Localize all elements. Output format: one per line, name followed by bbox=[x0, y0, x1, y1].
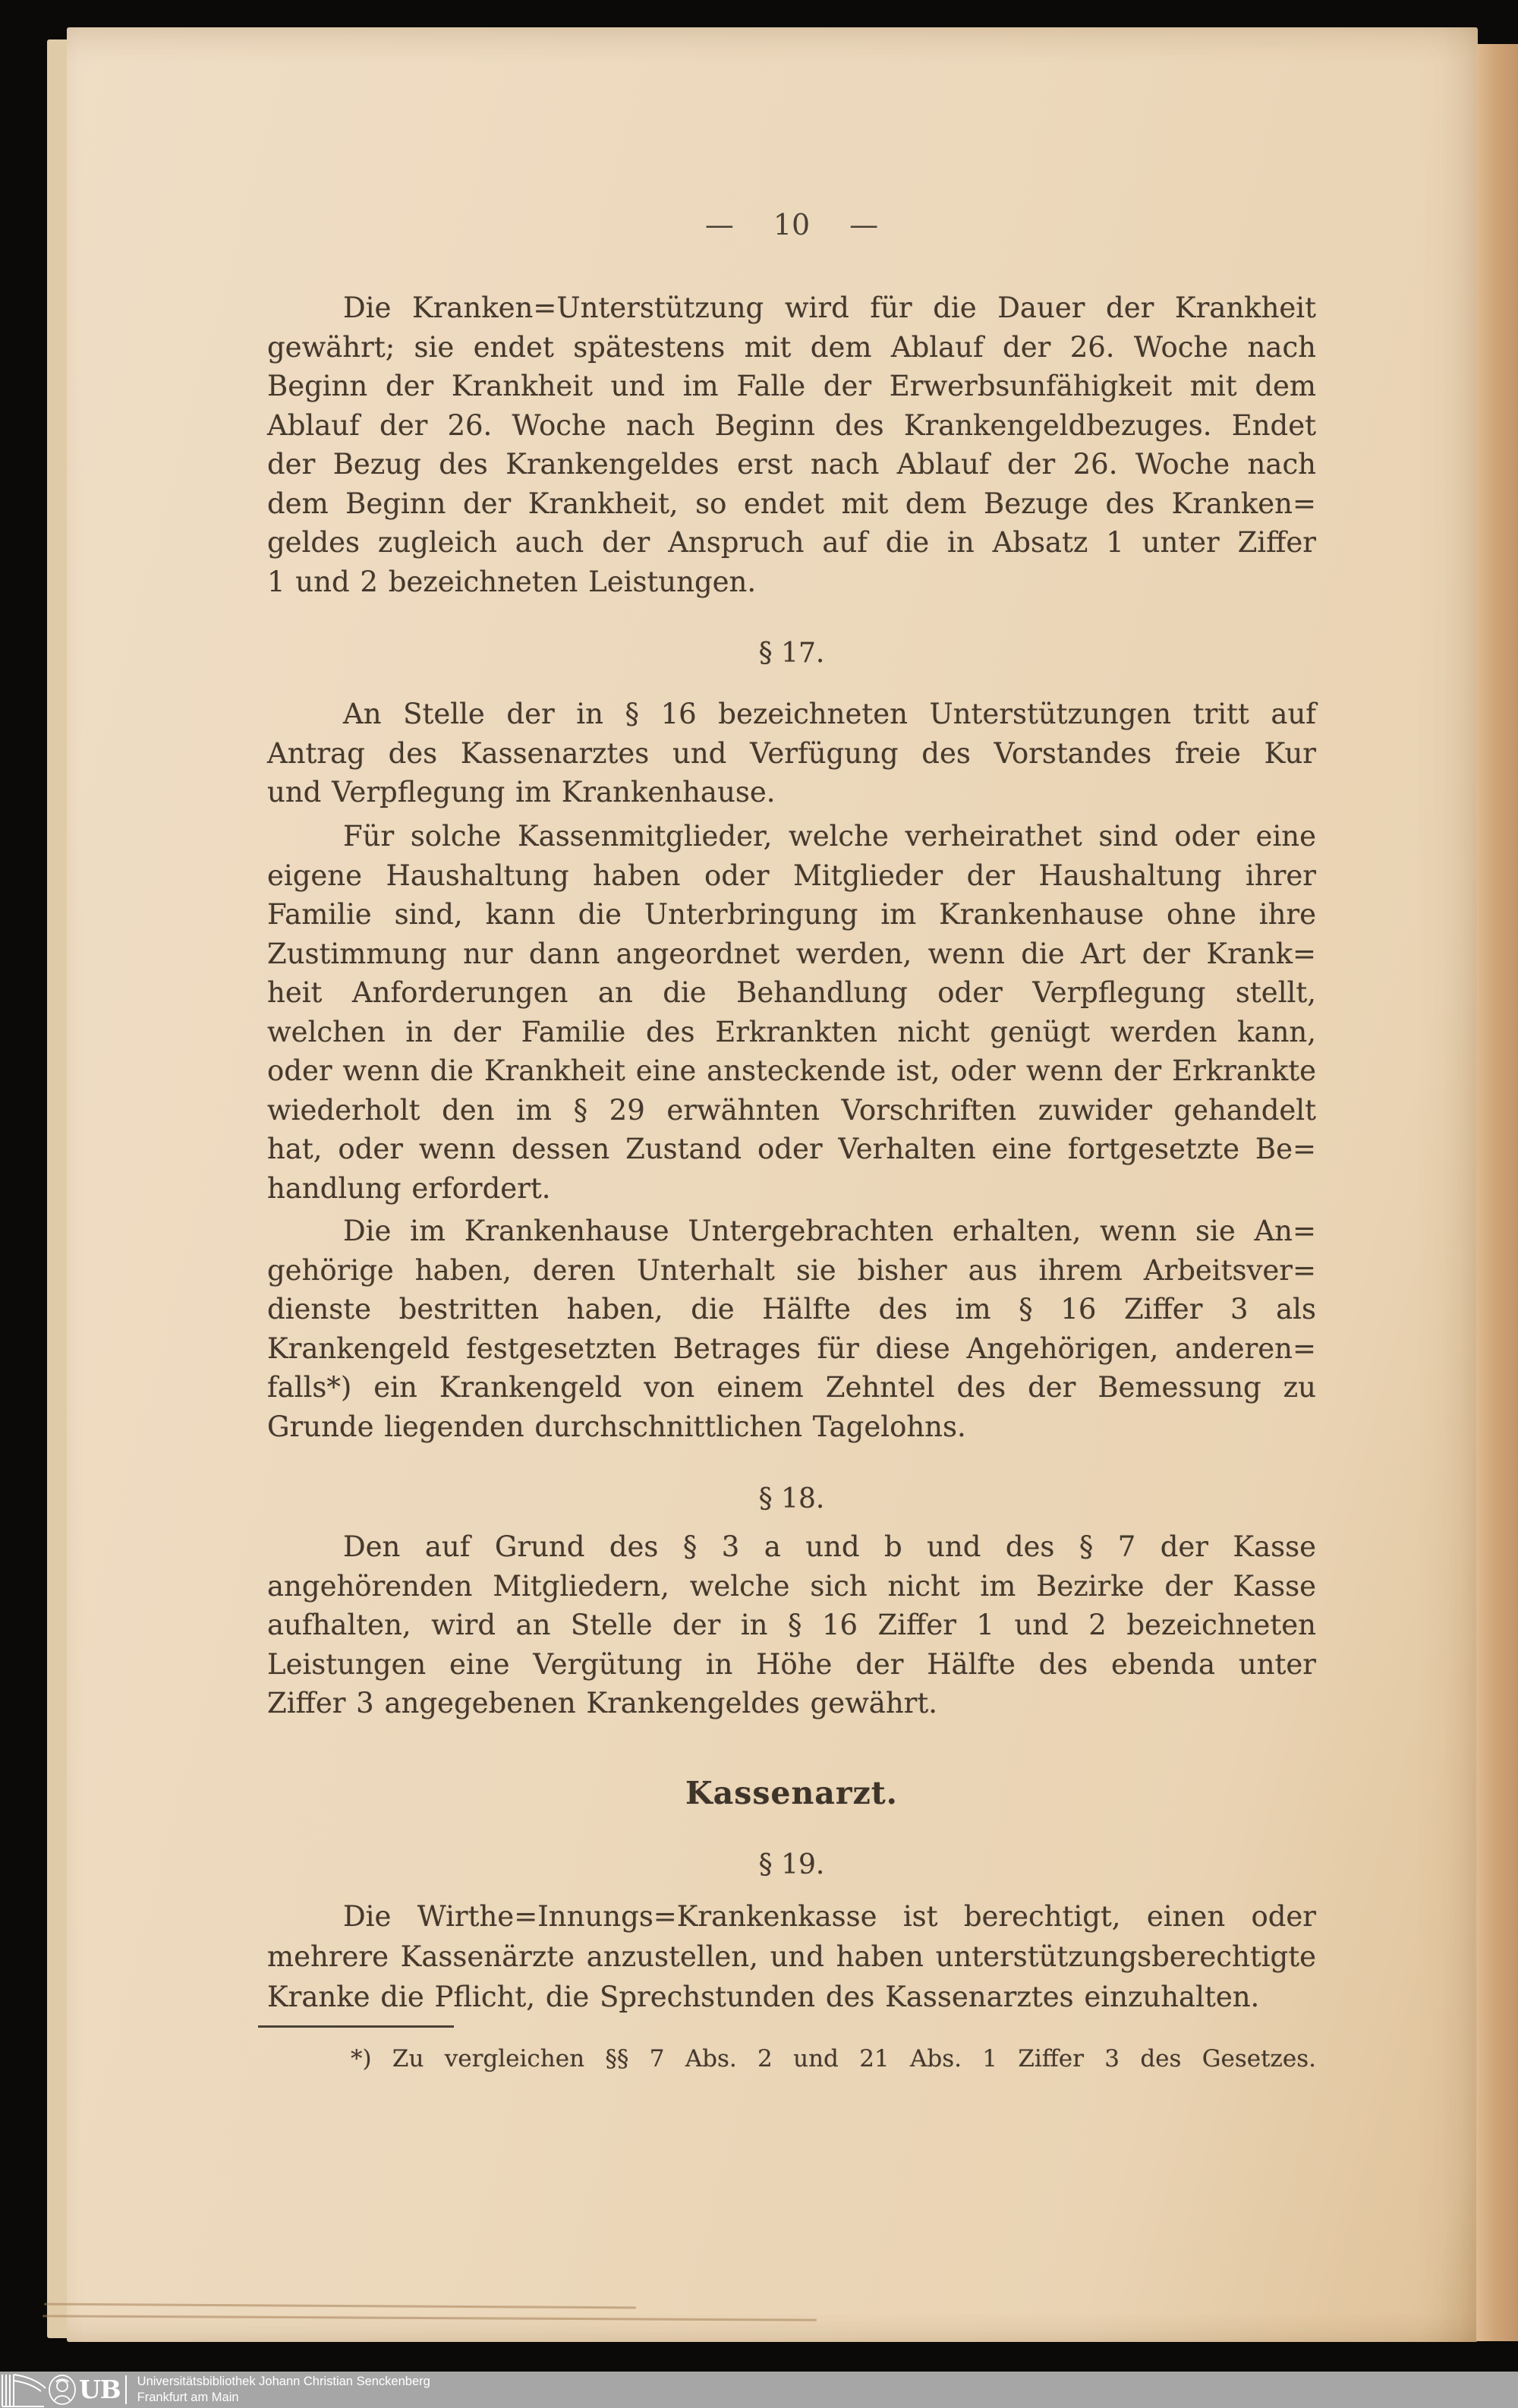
page-number-dash-right: — bbox=[849, 208, 879, 241]
text-line: angehörenden Mitgliedern, welche sich nicht im Bezirke der Kasse bbox=[267, 1569, 1316, 1603]
text-line: geldes zugleich auch der Anspruch auf die in Absatz 1 unter Ziffer bbox=[267, 526, 1316, 559]
text-line: Ablauf der 26. Woche nach Beginn des Krankengeldbezuges. Endet bbox=[267, 408, 1316, 442]
text-line: falls*) ein Krankengeld von einem Zehntel des der Bemessung zu bbox=[267, 1371, 1316, 1404]
text-line: Für solche Kassenmitglieder, welche verheirathet sind oder eine bbox=[343, 820, 1316, 853]
text-line: Beginn der Krankheit und im Falle der Erwerbsunfähigkeit mit dem bbox=[267, 370, 1316, 402]
book-fore-edge bbox=[1476, 44, 1518, 2341]
watermark-city: Frankfurt am Main bbox=[137, 2391, 239, 2404]
text-line: dem Beginn der Krankheit, so endet mit dem Bezuge des Kranken= bbox=[267, 487, 1316, 520]
page-number-value: 10 bbox=[773, 208, 811, 241]
ub-logo-text: UB bbox=[79, 2375, 121, 2404]
footnote-separator bbox=[258, 2025, 454, 2028]
text-line: Antrag des Kassenarztes und Verfügung des Vorstandes freie Kur bbox=[267, 736, 1316, 770]
paragraph-kranken-unterstuetzung bbox=[267, 288, 1316, 601]
text-line: wiederholt den im § 29 erwähnten Vorschriften zuwider gehandelt bbox=[267, 1093, 1316, 1127]
page-number-dash-left: — bbox=[704, 208, 734, 241]
ub-logo bbox=[0, 2372, 137, 2408]
paragraph-mitglieder-ausserhalb bbox=[267, 1527, 1316, 1723]
page-number bbox=[267, 206, 1316, 243]
text-line: oder wenn die Krankheit eine ansteckende ist, oder wenn der Erkrankte bbox=[267, 1054, 1316, 1087]
text-line: Die Wirthe=Innungs=Krankenkasse ist berechtigt, einen oder bbox=[343, 1900, 1316, 1933]
text-line: An Stelle der in § 16 bezeichneten Unterstützungen tritt auf bbox=[343, 698, 1316, 730]
text-line: gehörige haben, deren Unterhalt sie bisher aus ihrem Arbeitsver= bbox=[267, 1253, 1316, 1287]
text-line: Zustimmung nur dann angeordnet werden, wenn die Art der Krank= bbox=[267, 937, 1316, 970]
paragraph-krankenhaus-untergebrachte bbox=[267, 1212, 1316, 1446]
text-line: dienste bestritten haben, die Hälfte des im § 16 Ziffer 3 als bbox=[267, 1293, 1316, 1325]
text-line: Krankengeld festgesetzten Betrages für diese Angehörigen, anderen= bbox=[267, 1332, 1316, 1365]
section-heading-19: § 19. bbox=[758, 1849, 825, 1880]
paragraph-kassenmitglieder bbox=[267, 817, 1316, 1208]
text-line: 1 und 2 bezeichneten Leistungen. bbox=[267, 565, 757, 598]
chapter-heading-kassenarzt: Kassenarzt. bbox=[685, 1775, 898, 1811]
text-line: welchen in der Familie des Erkrankten nicht genügt werden kann, bbox=[267, 1015, 1316, 1048]
senckenberg-portrait-icon bbox=[47, 2373, 77, 2406]
text-line: Grunde liegenden durchschnittlichen Tagelohns. bbox=[267, 1410, 966, 1443]
text-line: Familie sind, kann die Unterbringung im Krankenhause ohne ihre bbox=[267, 898, 1316, 931]
section-heading-18: § 18. bbox=[758, 1483, 825, 1514]
text-line: handlung erfordert. bbox=[267, 1171, 551, 1205]
watermark-text bbox=[137, 2374, 430, 2406]
watermark-library-name: Universitätsbibliothek Johann Christian Senckenberg bbox=[137, 2375, 430, 2388]
text-line: Kranke die Pflicht, die Sprechstunden des Kassenarztes einzuhalten. bbox=[267, 1981, 1260, 2013]
text-line: gewährt; sie endet spätestens mit dem Ablauf der 26. Woche nach bbox=[267, 330, 1316, 364]
text-line: aufhalten, wird an Stelle der in § 16 Ziffer 1 und 2 bezeichneten bbox=[267, 1609, 1316, 1641]
paragraph-an-stelle bbox=[267, 695, 1316, 812]
book-spine-icon bbox=[0, 2372, 47, 2408]
text-line: Die Kranken=Unterstützung wird für die Dauer der Krankheit bbox=[343, 292, 1316, 324]
text-line: mehrere Kassenärzte anzustellen, und haben unterstützungsberechtigte bbox=[267, 1940, 1316, 1973]
section-heading-17: § 17. bbox=[758, 638, 825, 669]
text-line: hat, oder wenn dessen Zustand oder Verhalten eine fortgesetzte Be= bbox=[267, 1133, 1316, 1165]
text-line: Ziffer 3 angegebenen Krankengeldes gewährt. bbox=[267, 1687, 937, 1719]
text-line: heit Anforderungen an die Behandlung oder Verpflegung stellt, bbox=[267, 976, 1316, 1009]
library-watermark-bar bbox=[0, 2372, 1518, 2408]
paragraph-wirthe-innung bbox=[267, 1896, 1316, 2017]
text-line: Die im Krankenhause Untergebrachten erhalten, wenn sie An= bbox=[343, 1215, 1316, 1247]
logo-separator bbox=[125, 2375, 127, 2404]
text-line: eigene Haushaltung haben oder Mitglieder der Haushaltung ihrer bbox=[267, 859, 1316, 892]
text-line: Den auf Grund des § 3 a und b und des § 7 der Kasse bbox=[343, 1530, 1316, 1563]
footnote: *) Zu vergleichen §§ 7 Abs. 2 und 21 Abs. 1 Ziffer 3 des Gesetzes. bbox=[351, 2045, 1316, 2072]
text-line: der Bezug des Krankengeldes erst nach Ablauf der 26. Woche nach bbox=[267, 448, 1316, 481]
text-line: und Verpflegung im Krankenhause. bbox=[267, 776, 776, 808]
text-line: Leistungen eine Vergütung in Höhe der Hälfte des ebenda unter bbox=[267, 1647, 1316, 1681]
